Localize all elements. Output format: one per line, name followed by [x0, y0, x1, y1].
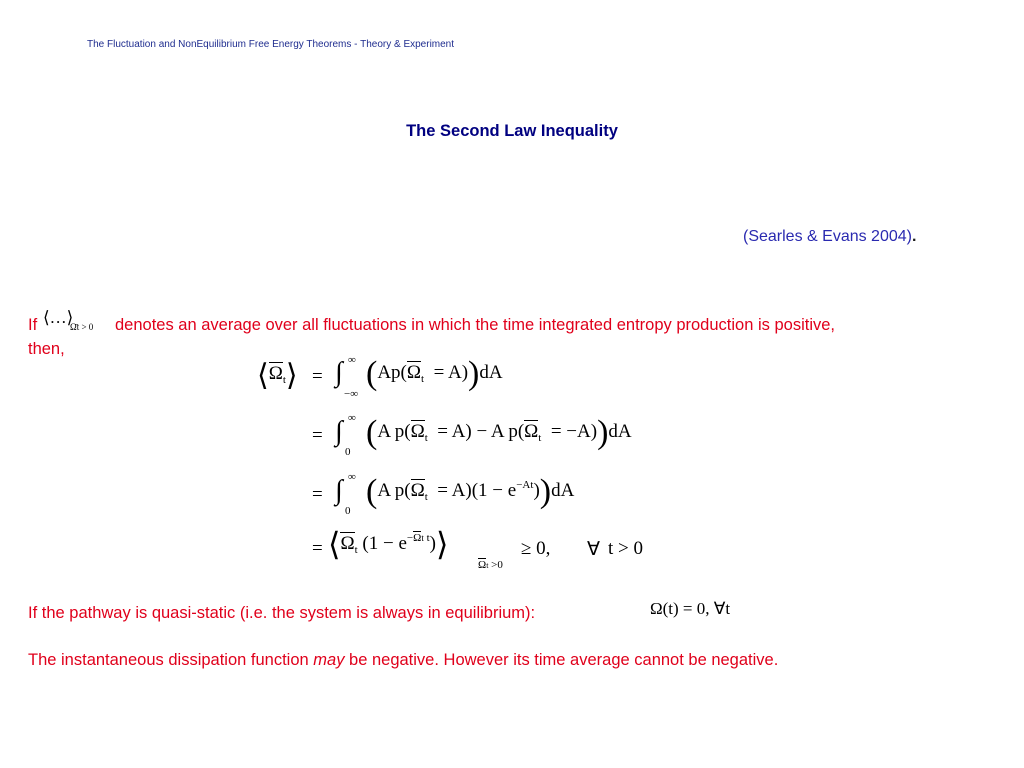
eq4-subscript: Ωt >0: [478, 559, 503, 571]
conclusion-emphasis: may: [313, 651, 345, 669]
eq3-integral-sign: ∫: [335, 475, 343, 506]
eq3-upper-limit: ∞: [348, 471, 356, 483]
quasi-static-formula: Ω(t) = 0, ∀t: [650, 599, 731, 618]
citation: [743, 228, 916, 246]
eq3-integrand: (A $p(\Omega_t = A)(1 - e^{-At}))dA$: [366, 473, 575, 510]
eq3-close-paren: ): [533, 480, 540, 501]
eq3-exponent: −At: [516, 479, 534, 491]
eq1-integral-sign: ∫: [335, 357, 343, 388]
quasi-static-text: If the pathway is quasi-static (i.e. the system is always in equilibrium):: [28, 604, 536, 622]
average-subscript: Ω̄t > 0: [70, 322, 94, 332]
citation-text: (Searles & Evans 2004): [743, 228, 912, 245]
intro-text-line2: then,: [28, 340, 65, 358]
forall-symbol: ∀: [587, 539, 600, 560]
average-symbol: ⟨…⟩: [43, 308, 74, 327]
equation-line-1: $⟨\Omega_t⟩$: [257, 359, 298, 392]
eq2-equals: =: [312, 425, 323, 446]
eq3-equals: =: [312, 484, 323, 505]
eq2-integrand: (A $p(\Omega_t = A) - A$ $p(\Omega_t = -A))dA$: [366, 414, 632, 451]
intro-text-line1: denotes an average over all fluctuations in which the time integrated entropy production is positive,: [115, 316, 836, 334]
eq4-integrand: $⟨\Omega_t$ $(1 - e^{-\Omega t t})⟩$: [328, 526, 449, 562]
eq4-condition: t > 0: [608, 538, 643, 559]
eq4-result: ≥ 0,: [521, 538, 551, 559]
conclusion-before: The instantaneous dissipation function: [28, 651, 314, 669]
citation-period: .: [911, 228, 917, 245]
eq1-integrand: $(Ap(\Omega_t = A))dA$: [366, 355, 503, 392]
eq1-upper-limit: ∞: [348, 354, 356, 366]
eq2-integral-sign: ∫: [335, 416, 343, 447]
slide-title: The Second Law Inequality: [406, 122, 618, 140]
conclusion-text: [28, 651, 778, 670]
eq1-equals: =: [312, 366, 323, 387]
running-header: The Fluctuation and NonEquilibrium Free Energy Theorems - Theory & Experiment: [87, 39, 455, 50]
eq3-lower-limit: 0: [345, 505, 351, 517]
eq2-lower-limit: 0: [345, 446, 351, 458]
eq4-equals: =: [312, 538, 323, 559]
intro-if: If: [28, 316, 38, 334]
eq2-upper-limit: ∞: [348, 412, 356, 424]
eq1-lower-limit: −∞: [344, 388, 359, 400]
conclusion-after: be negative. However its time average cannot be negative.: [344, 651, 779, 669]
